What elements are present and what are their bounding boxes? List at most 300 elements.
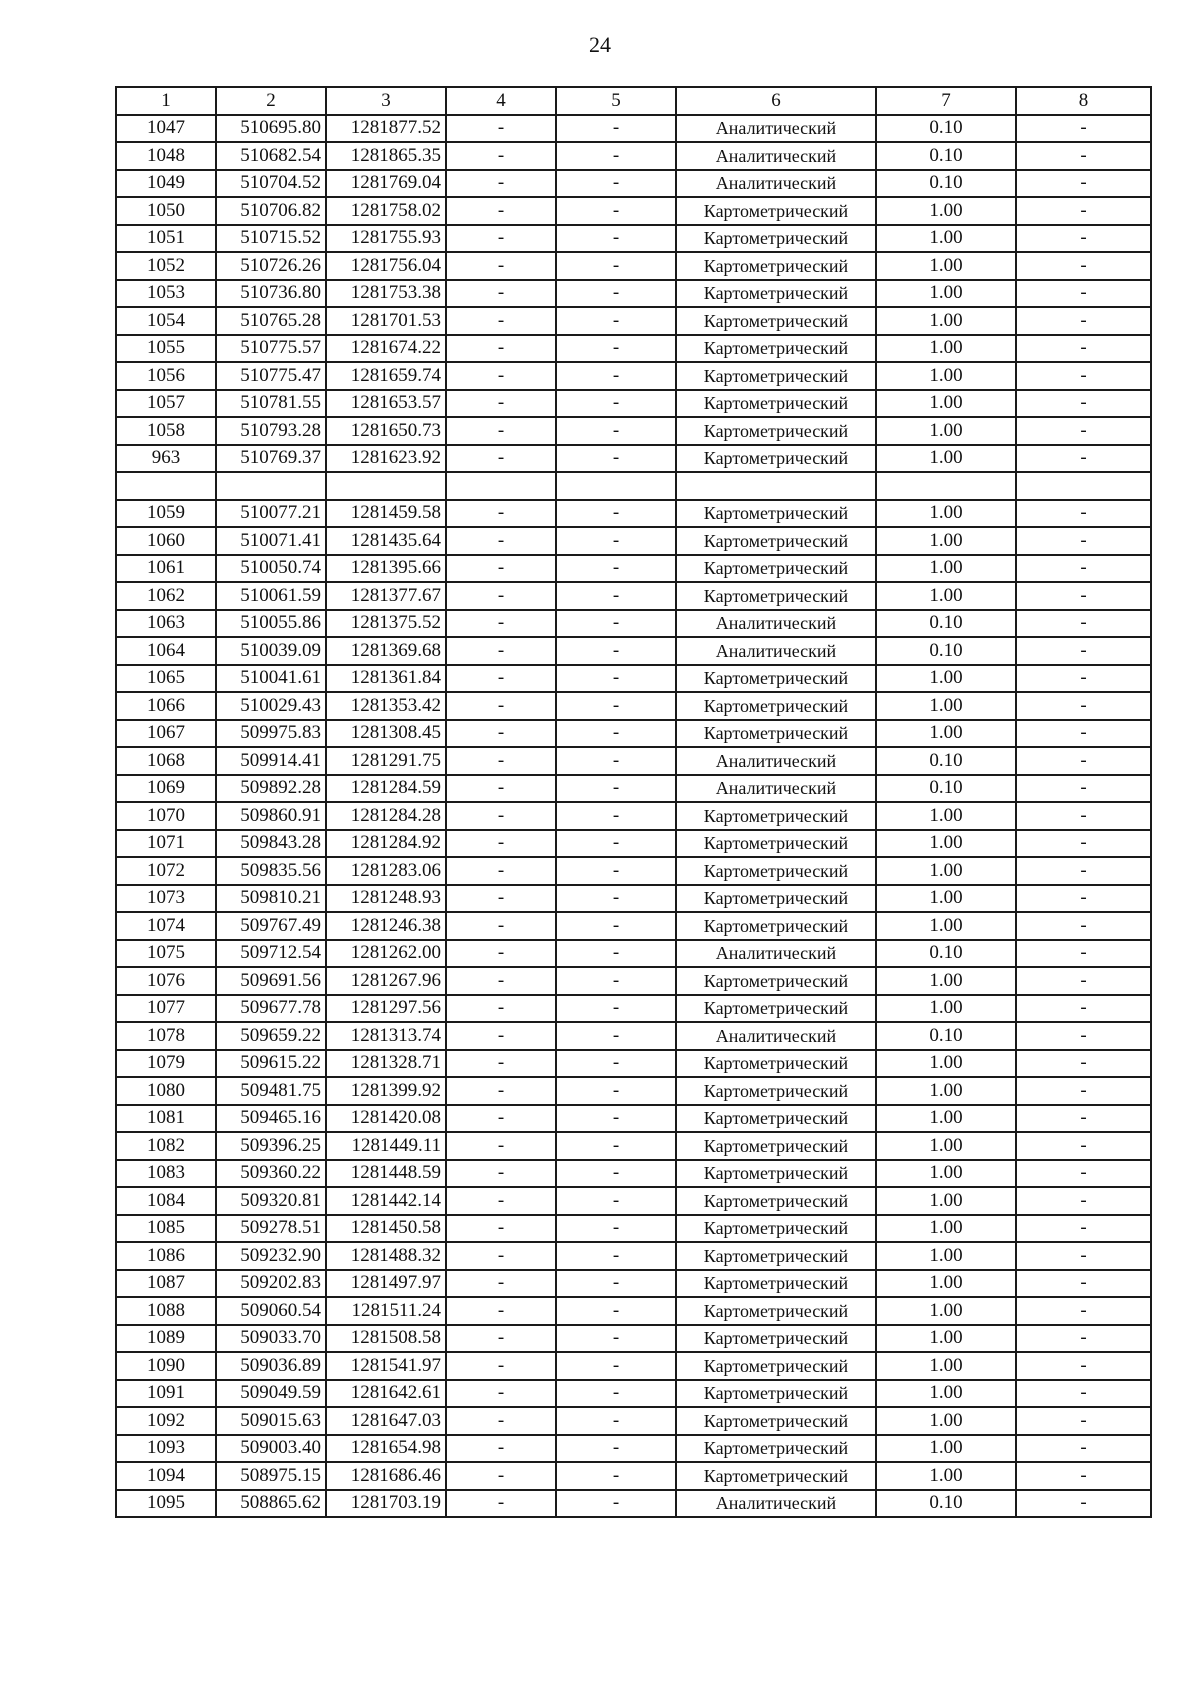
cell-y-coordinate: 1281877.52: [326, 115, 446, 143]
cell-column-8: -: [1016, 1352, 1151, 1380]
cell-column-5: -: [556, 1187, 676, 1215]
cell-column-4: -: [446, 637, 556, 665]
cell-column-4: -: [446, 1132, 556, 1160]
cell-column-5: -: [556, 417, 676, 445]
cell-y-coordinate: 1281284.59: [326, 775, 446, 803]
cell-method: Картометрический: [676, 802, 876, 830]
table-row: [116, 1215, 1151, 1243]
cell-y-coordinate: 1281654.98: [326, 1435, 446, 1463]
cell-point-number: 1064: [116, 637, 216, 665]
cell-y-coordinate: 1281395.66: [326, 555, 446, 583]
cell-point-number: 1063: [116, 610, 216, 638]
cell-column-5: -: [556, 1297, 676, 1325]
table-row: [116, 1352, 1151, 1380]
cell-column-8: -: [1016, 857, 1151, 885]
cell-method: Картометрический: [676, 1407, 876, 1435]
cell-y-coordinate: 1281353.42: [326, 692, 446, 720]
cell-method: Картометрический: [676, 967, 876, 995]
cell-column-4: -: [446, 307, 556, 335]
cell-column-8: -: [1016, 747, 1151, 775]
cell-column-5: -: [556, 1490, 676, 1518]
cell-y-coordinate: 1281650.73: [326, 417, 446, 445]
cell-accuracy: 1.00: [876, 1270, 1016, 1298]
table-row: [116, 940, 1151, 968]
cell-method: Аналитический: [676, 115, 876, 143]
cell-column-5: -: [556, 940, 676, 968]
cell-column-4: -: [446, 610, 556, 638]
cell-x-coordinate: 509810.21: [216, 885, 326, 913]
cell-point-number: 1069: [116, 775, 216, 803]
cell-method: Картометрический: [676, 500, 876, 528]
cell-column-5: -: [556, 1352, 676, 1380]
cell-accuracy: 0.10: [876, 610, 1016, 638]
table-row: [116, 225, 1151, 253]
coordinates-table: [115, 86, 1152, 1518]
cell-column-8: -: [1016, 1050, 1151, 1078]
cell-column-8: -: [1016, 1490, 1151, 1518]
cell-column-8: -: [1016, 445, 1151, 473]
cell-accuracy: 1.00: [876, 995, 1016, 1023]
cell-column-5: -: [556, 1462, 676, 1490]
cell-column-5: -: [556, 1242, 676, 1270]
cell-column-4: -: [446, 967, 556, 995]
cell-point-number: 1053: [116, 280, 216, 308]
table-row: [116, 170, 1151, 198]
cell-x-coordinate: 510077.21: [216, 500, 326, 528]
cell-point-number: 1078: [116, 1022, 216, 1050]
cell-column-8: -: [1016, 170, 1151, 198]
cell-column-8: -: [1016, 1215, 1151, 1243]
cell-column-4: -: [446, 1160, 556, 1188]
cell-method: Картометрический: [676, 1380, 876, 1408]
cell-accuracy: [876, 472, 1016, 500]
cell-column-5: -: [556, 1132, 676, 1160]
cell-x-coordinate: 509015.63: [216, 1407, 326, 1435]
header-cell: 4: [446, 87, 556, 115]
cell-column-5: -: [556, 500, 676, 528]
cell-accuracy: 1.00: [876, 1325, 1016, 1353]
cell-method: Картометрический: [676, 665, 876, 693]
cell-column-4: -: [446, 170, 556, 198]
cell-column-5: -: [556, 1270, 676, 1298]
cell-x-coordinate: 510775.47: [216, 362, 326, 390]
cell-x-coordinate: 509278.51: [216, 1215, 326, 1243]
table-row: [116, 142, 1151, 170]
cell-method: Картометрический: [676, 692, 876, 720]
cell-column-8: -: [1016, 115, 1151, 143]
table-row: [116, 417, 1151, 445]
cell-x-coordinate: 510071.41: [216, 527, 326, 555]
cell-column-8: -: [1016, 1077, 1151, 1105]
cell-column-5: -: [556, 225, 676, 253]
cell-point-number: 1050: [116, 197, 216, 225]
cell-column-4: [446, 472, 556, 500]
cell-x-coordinate: 510715.52: [216, 225, 326, 253]
table-row: [116, 362, 1151, 390]
cell-column-5: -: [556, 692, 676, 720]
cell-column-8: -: [1016, 500, 1151, 528]
cell-point-number: 1067: [116, 720, 216, 748]
cell-x-coordinate: 509691.56: [216, 967, 326, 995]
cell-method: Картометрический: [676, 280, 876, 308]
cell-method: Картометрический: [676, 555, 876, 583]
cell-column-5: -: [556, 1022, 676, 1050]
cell-method: Картометрический: [676, 197, 876, 225]
cell-x-coordinate: 509677.78: [216, 995, 326, 1023]
cell-column-8: -: [1016, 885, 1151, 913]
cell-y-coordinate: 1281623.92: [326, 445, 446, 473]
cell-method: Картометрический: [676, 720, 876, 748]
cell-y-coordinate: 1281701.53: [326, 307, 446, 335]
cell-column-4: -: [446, 1407, 556, 1435]
cell-x-coordinate: 509232.90: [216, 1242, 326, 1270]
cell-column-8: -: [1016, 830, 1151, 858]
cell-column-8: -: [1016, 1380, 1151, 1408]
table-row: [116, 830, 1151, 858]
cell-y-coordinate: 1281674.22: [326, 335, 446, 363]
cell-column-8: -: [1016, 1132, 1151, 1160]
cell-column-4: -: [446, 197, 556, 225]
cell-column-4: -: [446, 1105, 556, 1133]
cell-accuracy: 1.00: [876, 1105, 1016, 1133]
cell-accuracy: 1.00: [876, 390, 1016, 418]
cell-accuracy: 1.00: [876, 362, 1016, 390]
cell-accuracy: 0.10: [876, 747, 1016, 775]
cell-column-4: -: [446, 142, 556, 170]
cell-point-number: 1052: [116, 252, 216, 280]
cell-accuracy: 1.00: [876, 582, 1016, 610]
table-row: [116, 1105, 1151, 1133]
cell-point-number: 1091: [116, 1380, 216, 1408]
cell-column-5: -: [556, 362, 676, 390]
cell-column-4: -: [446, 445, 556, 473]
cell-column-5: -: [556, 142, 676, 170]
cell-y-coordinate: 1281653.57: [326, 390, 446, 418]
table-row: [116, 1435, 1151, 1463]
cell-column-5: -: [556, 1325, 676, 1353]
table-row: [116, 1462, 1151, 1490]
cell-column-8: -: [1016, 280, 1151, 308]
cell-column-8: -: [1016, 665, 1151, 693]
cell-column-5: -: [556, 637, 676, 665]
table-row: [116, 1270, 1151, 1298]
table-row: [116, 115, 1151, 143]
cell-column-5: -: [556, 555, 676, 583]
table-row: [116, 1132, 1151, 1160]
cell-accuracy: 1.00: [876, 912, 1016, 940]
cell-point-number: 1081: [116, 1105, 216, 1133]
cell-column-8: -: [1016, 555, 1151, 583]
cell-column-5: -: [556, 857, 676, 885]
cell-column-5: -: [556, 1215, 676, 1243]
cell-accuracy: 1.00: [876, 885, 1016, 913]
cell-column-4: -: [446, 912, 556, 940]
cell-column-4: -: [446, 830, 556, 858]
table-row: [116, 720, 1151, 748]
cell-method: Картометрический: [676, 1077, 876, 1105]
cell-column-4: -: [446, 1297, 556, 1325]
cell-point-number: 1090: [116, 1352, 216, 1380]
cell-y-coordinate: 1281449.11: [326, 1132, 446, 1160]
cell-x-coordinate: 510765.28: [216, 307, 326, 335]
cell-column-8: -: [1016, 252, 1151, 280]
cell-method: Картометрический: [676, 445, 876, 473]
cell-column-4: -: [446, 1380, 556, 1408]
cell-accuracy: 0.10: [876, 115, 1016, 143]
cell-column-8: -: [1016, 967, 1151, 995]
cell-point-number: 1073: [116, 885, 216, 913]
cell-accuracy: 1.00: [876, 720, 1016, 748]
cell-method: Картометрический: [676, 1270, 876, 1298]
cell-column-8: -: [1016, 307, 1151, 335]
cell-x-coordinate: 509712.54: [216, 940, 326, 968]
cell-y-coordinate: 1281703.19: [326, 1490, 446, 1518]
cell-point-number: 1062: [116, 582, 216, 610]
cell-column-4: -: [446, 1187, 556, 1215]
table-body: [116, 115, 1151, 1518]
cell-column-4: -: [446, 1462, 556, 1490]
cell-accuracy: 1.00: [876, 1215, 1016, 1243]
cell-method: Картометрический: [676, 225, 876, 253]
cell-accuracy: 1.00: [876, 197, 1016, 225]
cell-point-number: 1074: [116, 912, 216, 940]
cell-column-5: -: [556, 802, 676, 830]
cell-point-number: 1079: [116, 1050, 216, 1078]
cell-x-coordinate: 510029.43: [216, 692, 326, 720]
header-cell: 6: [676, 87, 876, 115]
cell-column-8: -: [1016, 1407, 1151, 1435]
cell-point-number: 1068: [116, 747, 216, 775]
cell-y-coordinate: 1281756.04: [326, 252, 446, 280]
cell-y-coordinate: 1281497.97: [326, 1270, 446, 1298]
cell-method: Аналитический: [676, 142, 876, 170]
cell-x-coordinate: 510726.26: [216, 252, 326, 280]
table-row: [116, 1325, 1151, 1353]
cell-accuracy: 1.00: [876, 830, 1016, 858]
cell-y-coordinate: [326, 472, 446, 500]
table-row: [116, 390, 1151, 418]
cell-accuracy: 1.00: [876, 1242, 1016, 1270]
cell-column-4: -: [446, 1270, 556, 1298]
cell-accuracy: 1.00: [876, 665, 1016, 693]
cell-column-4: -: [446, 1215, 556, 1243]
table-row: [116, 252, 1151, 280]
cell-column-8: -: [1016, 940, 1151, 968]
cell-column-8: -: [1016, 720, 1151, 748]
cell-x-coordinate: 509892.28: [216, 775, 326, 803]
cell-column-5: -: [556, 1435, 676, 1463]
cell-point-number: 1061: [116, 555, 216, 583]
cell-method: Картометрический: [676, 1435, 876, 1463]
cell-y-coordinate: 1281313.74: [326, 1022, 446, 1050]
cell-method: Картометрический: [676, 252, 876, 280]
cell-method: Аналитический: [676, 747, 876, 775]
cell-point-number: 963: [116, 445, 216, 473]
table-row: [116, 692, 1151, 720]
cell-accuracy: 1.00: [876, 1187, 1016, 1215]
cell-column-8: -: [1016, 610, 1151, 638]
cell-y-coordinate: 1281375.52: [326, 610, 446, 638]
cell-x-coordinate: 509396.25: [216, 1132, 326, 1160]
table-row: [116, 527, 1151, 555]
cell-column-4: -: [446, 885, 556, 913]
cell-accuracy: 1.00: [876, 1077, 1016, 1105]
cell-column-5: -: [556, 720, 676, 748]
cell-accuracy: 1.00: [876, 692, 1016, 720]
cell-point-number: 1077: [116, 995, 216, 1023]
cell-column-8: [1016, 472, 1151, 500]
table-row: [116, 1490, 1151, 1518]
cell-column-5: -: [556, 1077, 676, 1105]
cell-accuracy: 1.00: [876, 417, 1016, 445]
cell-point-number: 1054: [116, 307, 216, 335]
table-row: [116, 665, 1151, 693]
cell-accuracy: 1.00: [876, 802, 1016, 830]
header-cell: 1: [116, 87, 216, 115]
cell-accuracy: 1.00: [876, 1462, 1016, 1490]
table-row: [116, 445, 1151, 473]
cell-column-8: -: [1016, 1325, 1151, 1353]
cell-x-coordinate: 510039.09: [216, 637, 326, 665]
cell-point-number: 1055: [116, 335, 216, 363]
cell-method: Картометрический: [676, 307, 876, 335]
cell-column-5: -: [556, 1105, 676, 1133]
cell-column-8: -: [1016, 637, 1151, 665]
cell-x-coordinate: 509465.16: [216, 1105, 326, 1133]
cell-column-5: -: [556, 527, 676, 555]
cell-y-coordinate: 1281377.67: [326, 582, 446, 610]
table-row: [116, 747, 1151, 775]
cell-column-4: -: [446, 390, 556, 418]
cell-column-4: -: [446, 1435, 556, 1463]
cell-point-number: 1075: [116, 940, 216, 968]
cell-column-4: -: [446, 500, 556, 528]
cell-y-coordinate: 1281248.93: [326, 885, 446, 913]
cell-column-5: -: [556, 390, 676, 418]
cell-method: Картометрический: [676, 830, 876, 858]
cell-method: Картометрический: [676, 1215, 876, 1243]
cell-y-coordinate: 1281488.32: [326, 1242, 446, 1270]
table-row: [116, 1297, 1151, 1325]
cell-method: Картометрический: [676, 417, 876, 445]
cell-x-coordinate: 509036.89: [216, 1352, 326, 1380]
cell-column-4: -: [446, 665, 556, 693]
cell-column-8: -: [1016, 1462, 1151, 1490]
cell-y-coordinate: 1281647.03: [326, 1407, 446, 1435]
cell-method: [676, 472, 876, 500]
cell-y-coordinate: 1281442.14: [326, 1187, 446, 1215]
cell-accuracy: 1.00: [876, 967, 1016, 995]
cell-method: Картометрический: [676, 390, 876, 418]
cell-method: Картометрический: [676, 1132, 876, 1160]
cell-y-coordinate: 1281361.84: [326, 665, 446, 693]
cell-column-8: -: [1016, 582, 1151, 610]
cell-point-number: 1047: [116, 115, 216, 143]
table-row: [116, 1380, 1151, 1408]
cell-column-5: -: [556, 445, 676, 473]
cell-column-5: -: [556, 252, 676, 280]
cell-x-coordinate: 510793.28: [216, 417, 326, 445]
cell-y-coordinate: 1281262.00: [326, 940, 446, 968]
cell-point-number: 1089: [116, 1325, 216, 1353]
cell-column-4: -: [446, 692, 556, 720]
cell-column-8: -: [1016, 775, 1151, 803]
table-row: [116, 1022, 1151, 1050]
table-row: [116, 500, 1151, 528]
cell-point-number: 1088: [116, 1297, 216, 1325]
cell-x-coordinate: 509843.28: [216, 830, 326, 858]
table-row: [116, 335, 1151, 363]
cell-method: Картометрический: [676, 995, 876, 1023]
cell-x-coordinate: 509060.54: [216, 1297, 326, 1325]
cell-y-coordinate: 1281511.24: [326, 1297, 446, 1325]
cell-x-coordinate: 509003.40: [216, 1435, 326, 1463]
cell-accuracy: 1.00: [876, 225, 1016, 253]
cell-method: Картометрический: [676, 582, 876, 610]
cell-point-number: 1060: [116, 527, 216, 555]
cell-y-coordinate: 1281758.02: [326, 197, 446, 225]
cell-column-8: -: [1016, 225, 1151, 253]
cell-method: Картометрический: [676, 1297, 876, 1325]
cell-y-coordinate: 1281769.04: [326, 170, 446, 198]
cell-accuracy: 1.00: [876, 1132, 1016, 1160]
cell-point-number: 1058: [116, 417, 216, 445]
cell-x-coordinate: 508865.62: [216, 1490, 326, 1518]
cell-column-5: [556, 472, 676, 500]
cell-column-8: -: [1016, 1187, 1151, 1215]
cell-column-5: -: [556, 1160, 676, 1188]
cell-column-8: -: [1016, 1297, 1151, 1325]
cell-x-coordinate: 509767.49: [216, 912, 326, 940]
cell-point-number: 1092: [116, 1407, 216, 1435]
cell-column-4: -: [446, 555, 556, 583]
table-row: [116, 912, 1151, 940]
cell-x-coordinate: [216, 472, 326, 500]
header-cell: 2: [216, 87, 326, 115]
cell-column-4: -: [446, 582, 556, 610]
cell-accuracy: 1.00: [876, 1352, 1016, 1380]
cell-column-4: -: [446, 720, 556, 748]
cell-accuracy: 0.10: [876, 940, 1016, 968]
cell-column-5: -: [556, 995, 676, 1023]
cell-method: Аналитический: [676, 940, 876, 968]
cell-column-4: -: [446, 1325, 556, 1353]
cell-column-4: -: [446, 1050, 556, 1078]
cell-y-coordinate: 1281508.58: [326, 1325, 446, 1353]
cell-column-5: -: [556, 1050, 676, 1078]
cell-accuracy: 1.00: [876, 555, 1016, 583]
table-row: [116, 857, 1151, 885]
cell-x-coordinate: 509975.83: [216, 720, 326, 748]
cell-point-number: 1072: [116, 857, 216, 885]
cell-column-4: -: [446, 225, 556, 253]
cell-accuracy: 1.00: [876, 1050, 1016, 1078]
cell-y-coordinate: 1281399.92: [326, 1077, 446, 1105]
cell-column-5: -: [556, 747, 676, 775]
cell-column-5: -: [556, 885, 676, 913]
cell-y-coordinate: 1281328.71: [326, 1050, 446, 1078]
cell-point-number: 1087: [116, 1270, 216, 1298]
cell-accuracy: 1.00: [876, 1380, 1016, 1408]
cell-column-4: -: [446, 747, 556, 775]
cell-column-8: -: [1016, 142, 1151, 170]
cell-column-5: -: [556, 582, 676, 610]
header-cell: 5: [556, 87, 676, 115]
table-row: [116, 1050, 1151, 1078]
header-cell: 7: [876, 87, 1016, 115]
table-header-row: [116, 87, 1151, 115]
cell-x-coordinate: 510055.86: [216, 610, 326, 638]
